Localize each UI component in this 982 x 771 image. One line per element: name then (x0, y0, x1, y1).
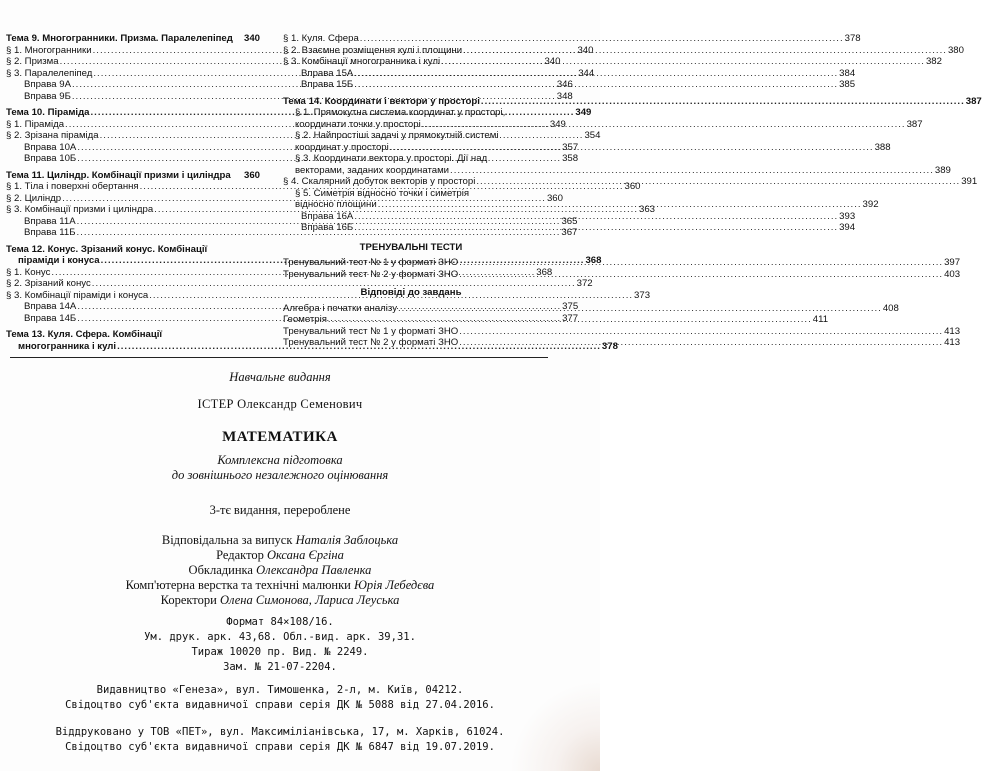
publisher-line: Видавництво «Генеза», вул. Тимошенка, 2-л, м. Київ, 04212. (96, 684, 464, 696)
toc-leader-dots (459, 337, 943, 349)
toc-entry-title: § 1. Куля. Сфера (283, 33, 359, 44)
toc-page-number: 372 (576, 278, 593, 289)
toc-page-number: 382 (925, 56, 942, 67)
order-line: Зам. № 21-07-2204. (223, 661, 337, 673)
toc-leader-dots (463, 45, 947, 57)
responsible-line (0, 533, 560, 548)
toc-leader-dots (422, 119, 906, 131)
toc-entry-line: § 2. Найпростіші задачі у прямокутній системі (295, 130, 499, 141)
toc-leader-dots (354, 79, 838, 91)
toc-leader-dots (354, 211, 838, 223)
toc-entry-title: координати точки у просторі (295, 118, 421, 130)
toc-page-number: 375 (562, 301, 579, 312)
toc-entry-title: Геометрія (283, 314, 327, 325)
toc-page-number: 378 (844, 33, 861, 44)
responsible-label: Відповідальна за випуск (161, 533, 293, 547)
toc-page-number: 388 (874, 141, 891, 153)
toc-entry-title: Тренувальний тест № 1 у форматі ЗНО (283, 325, 459, 337)
editor-line (0, 548, 560, 563)
layout-label: Комп'ютерна верстка та технічні малюнки (125, 578, 351, 592)
toc-entry-title: координат у просторі (295, 141, 389, 153)
toc-page-number: 354 (584, 130, 601, 141)
toc-page-number: 385 (839, 79, 856, 90)
toc-page-number: 377 (562, 312, 579, 324)
toc-page-number: 408 (882, 302, 899, 314)
toc-leader-dots (354, 222, 838, 234)
toc-page-number: 384 (839, 67, 856, 79)
publisher-certificate: Свідоцтво суб'єкта видавничої справи серія ДК № 5088 від 27.04.2016. (65, 699, 495, 711)
toc-entry-row (6, 278, 593, 290)
proofreaders-names: Олена Симонова, Лариса Леуська (219, 593, 400, 607)
toc-entry-title: Тренувальний тест № 2 у форматі ЗНО (283, 337, 459, 348)
toc-page-number: 348 (556, 90, 573, 102)
toc-topic-row (6, 170, 260, 182)
toc-entry-title: Вправа 16А (301, 210, 354, 222)
layout-name: Юрія Лебедєва (354, 578, 435, 592)
toc-entry-line: § 1. Прямокутна система координат у просторі, (295, 107, 506, 118)
editor-label: Редактор (216, 548, 264, 562)
toc-entry-title: Вправа 10Б (24, 153, 77, 164)
toc-page-number: 367 (561, 227, 578, 238)
toc-entry-title: піраміди і конуса (18, 255, 100, 266)
toc-entry-title: Тренувальний тест № 2 у форматі ЗНО (283, 268, 459, 280)
toc-page-number: 397 (944, 257, 961, 268)
toc-entry-line: Тема 13. Куля. Сфера. Комбінації (6, 329, 163, 340)
print-run-line: Тираж 10020 пр. Вид. № 2249. (191, 646, 369, 658)
toc-page-number: 344 (578, 67, 595, 79)
sheets-line: Ум. друк. арк. 43,68. Обл.-вид. арк. 39,31. (144, 631, 416, 643)
proofreaders-line (0, 593, 560, 608)
toc-leader-dots (328, 314, 812, 326)
toc-entry-row (283, 325, 961, 338)
toc-page-number: 346 (556, 79, 573, 90)
toc-entry-title: Тема 9. Многогранники. Призма. Паралелепіпед (6, 33, 233, 44)
toc-leader-dots (378, 199, 862, 211)
toc-entry-title: § 3. Комбінації призми і циліндра (6, 204, 154, 215)
edition-note: 3-тє видання, перероблене (209, 503, 351, 517)
proofreaders-label: Коректори (160, 593, 217, 607)
toc-entry-line: § 5. Симетрія відносно точки і симетрія (295, 187, 470, 199)
responsible-name: Наталія Заблоцька (295, 533, 399, 547)
toc-entry-title: § 3. Паралелепіпед (6, 67, 93, 79)
cover-line (0, 563, 560, 578)
layout-line (0, 578, 560, 593)
toc-topic-row (6, 33, 260, 45)
printer-line: Віддруковано у ТОВ «ПЕТ», вул. Максиміліанівська, 17, м. Харків, 61024. (55, 726, 505, 738)
toc-leader-dots (450, 165, 934, 177)
toc-entry-title: Вправа 10А (24, 141, 77, 153)
toc-page-number: 413 (944, 337, 961, 348)
toc-page-number: 378 (601, 340, 618, 352)
toc-entry-title: Вправа 9Б (24, 90, 71, 102)
printer-certificate: Свідоцтво суб'єкта видавничої справи серія ДК № 6847 від 19.07.2019. (65, 741, 495, 753)
toc-page-number: 363 (639, 204, 656, 215)
toc-entry-title: § 2. Взаємне розміщення кулі і площини (283, 44, 463, 56)
toc-page-number: 357 (562, 141, 579, 153)
toc-leader-dots (360, 33, 844, 45)
toc-entry-title: Тема 11. Циліндр. Комбінації призми і циліндра (6, 169, 231, 181)
toc-entry-title: Вправа 9А (24, 79, 71, 90)
toc-page-number: 392 (862, 199, 879, 210)
book-subtitle-line-2: до зовнішнього незалежного оцінювання (171, 468, 389, 482)
toc-page-number: 340 (544, 56, 561, 67)
toc-entry-title: векторами, заданих координатами (295, 164, 450, 176)
toc-page-number: 358 (562, 153, 579, 164)
toc-entry-title: § 4. Скалярний добуток векторів у просторі (283, 176, 476, 187)
toc-page-number: 368 (536, 266, 553, 278)
toc-page-number: 387 (906, 118, 923, 130)
toc-leader-dots (459, 326, 943, 338)
toc-entry-line: Тема 12. Конус. Зрізаний конус. Комбінації (6, 243, 208, 255)
toc-page-number: 368 (585, 255, 602, 266)
toc-leader-dots (390, 142, 874, 154)
toc-entry-title: многогранника і кулі (18, 340, 117, 352)
toc-entry-title: Вправа 14А (24, 301, 77, 312)
toc-entry-row (283, 164, 951, 177)
toc-entry-title: Тема 14. Координати і вектори у просторі (283, 95, 480, 107)
toc-entry-line: § 3. Координати вектора у просторі. Дії над (295, 153, 488, 164)
toc-leader-dots (459, 257, 943, 269)
section-divider (10, 357, 548, 358)
toc-leader-dots (459, 266, 943, 281)
toc-page-number: 389 (934, 164, 951, 176)
toc-entry-title: Тема 10. Піраміда (6, 107, 90, 118)
toc-leader-dots (398, 303, 882, 315)
author-name: ІСТЕР Олександр Семенович (197, 397, 363, 411)
toc-page-number: 411 (812, 314, 829, 325)
toc-entry-title: § 1. Конус (6, 266, 51, 278)
toc-entry-title: § 2. Призма (6, 56, 59, 67)
toc-page-number: 373 (634, 289, 651, 301)
toc-entry-title: Вправа 16Б (301, 222, 354, 233)
toc-entry-title: § 1. Тіла і поверхні обертання (6, 181, 139, 192)
toc-page-number: 394 (839, 222, 856, 233)
toc-entry-row (283, 33, 861, 45)
cover-name: Олександра Павленка (256, 563, 372, 577)
toc-leader-dots (476, 176, 960, 188)
toc-page-number: 391 (961, 176, 978, 187)
toc-entry-title: відносно площини (295, 199, 377, 210)
toc-page-number: 393 (839, 210, 856, 222)
toc-entry-title: Вправа 14Б (24, 312, 77, 324)
toc-page-number: 349 (575, 107, 592, 118)
toc-entry-title: Алгебра і початки аналізу (283, 302, 397, 314)
toc-entry-title: Вправа 15А (301, 67, 354, 79)
toc-entry-title: § 1. Многогранники (6, 44, 92, 56)
book-subtitle-line-1: Комплексна підготовка (217, 453, 343, 467)
cover-label: Обкладинка (188, 563, 253, 577)
toc-page-number: 387 (965, 95, 982, 107)
toc-page-number: 403 (944, 268, 961, 280)
toc-page-number: 340 (243, 33, 260, 44)
editor-name: Оксана Єргіна (267, 548, 344, 562)
toc-entry-title: Тренувальний тест № 1 у форматі ЗНО (283, 257, 459, 268)
toc-leader-dots (481, 96, 965, 108)
toc-entry-title: § 2. Циліндр (6, 192, 62, 204)
toc-entry-title: § 2. Зрізана піраміда (6, 130, 99, 141)
toc-entry-title: § 1. Піраміда (6, 118, 65, 130)
toc-page-number: 349 (549, 118, 566, 130)
photo-glare (510, 681, 600, 771)
tests-heading: ТРЕНУВАЛЬНІ ТЕСТИ (359, 241, 463, 253)
toc-page-number: 380 (947, 44, 964, 56)
format-line: Формат 84×108/16. (226, 616, 334, 628)
toc-page-number: 340 (577, 44, 594, 56)
toc-entry-title: § 3. Комбінації многогранника і кулі (283, 56, 441, 67)
toc-entry-title: Вправа 11А (24, 215, 76, 227)
answers-heading: Відповіді до завдань (360, 287, 462, 298)
book-title: МАТЕМАТИКА (222, 429, 338, 445)
toc-entry-title: Вправа 15Б (301, 79, 354, 90)
toc-leader-dots (354, 68, 838, 80)
toc-page-number: 360 (624, 181, 641, 192)
toc-leader-dots (441, 56, 925, 68)
toc-page-number: 365 (561, 215, 578, 227)
toc-page-number: 413 (944, 325, 961, 337)
toc-page-number: 360 (546, 192, 563, 204)
edition-type: Навчальне видання (229, 370, 331, 384)
toc-entry-title: § 3. Комбінації піраміди і конуса (6, 289, 149, 301)
toc-entry-title: Вправа 11Б (24, 227, 76, 238)
toc-entry-title: § 2. Зрізаний конус (6, 278, 91, 289)
toc-page-number: 360 (243, 169, 260, 181)
